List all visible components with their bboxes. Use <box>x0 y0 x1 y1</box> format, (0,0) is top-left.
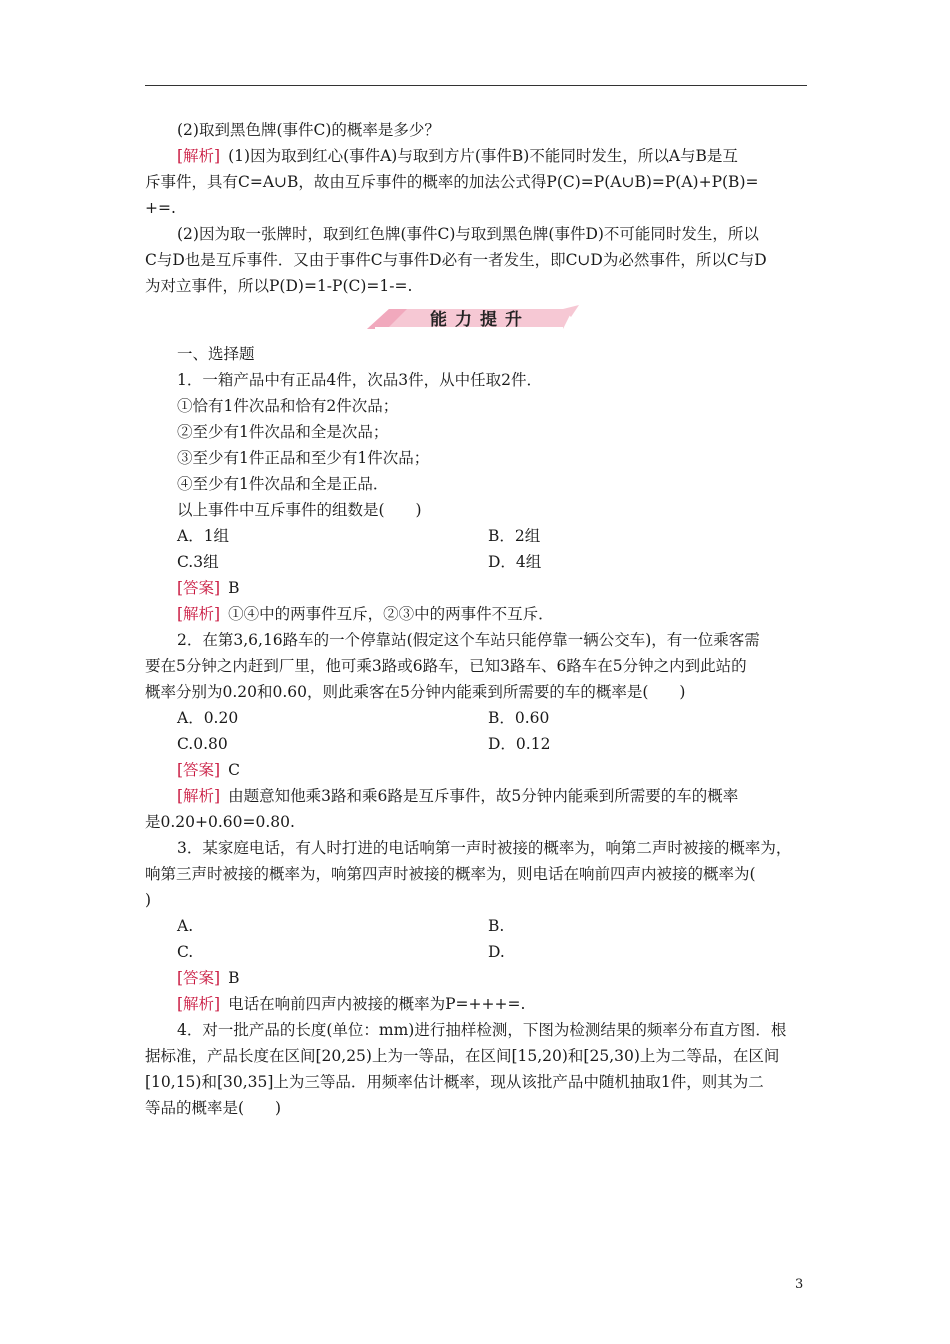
q1-condition-3: ③至少有1件正品和至少有1件次品； <box>177 449 430 467</box>
q4-stem: 等品的概率是( ) <box>145 1099 282 1117</box>
solution-text: 由题意知他乘3路和乘6路是互斥事件，故5分钟内能乘到所需要的车的概率 <box>228 787 739 805</box>
q1-option-d: D．4组 <box>488 553 542 571</box>
answer-tag: [答案] <box>177 969 221 987</box>
q2-stem: 要在5分钟之内赶到厂里，他可乘3路或6路车，已知3路车、6路车在5分钟之内到此站的 <box>145 657 747 675</box>
page-number: 3 <box>795 1277 804 1292</box>
solution-text: ①④中的两事件互斥，②③中的两事件不互斥． <box>228 605 554 623</box>
q3-stem: ) <box>145 891 152 909</box>
q2-options-row <box>145 705 807 731</box>
solution-tag: [解析] <box>177 605 221 623</box>
q2-option-b: B．0.60 <box>488 709 550 727</box>
q4-stem: [10,15)和[30,35]上为三等品．用频率估计概率，现从该批产品中随机抽取1件，则其为二 <box>145 1073 764 1091</box>
q2-solution-cont: 是0.20+0.60=0.80. <box>145 813 295 831</box>
prev-solution-line: C与D也是互斥事件．又由于事件C与事件D必有一者发生，即C∪D为必然事件，所以C与D <box>145 251 767 269</box>
solution-tag: [解析] <box>177 787 221 805</box>
prev-question-part2: (2)取到黑色牌(事件C)的概率是多少？ <box>177 121 440 139</box>
q3-option-d: D. <box>488 943 505 961</box>
q3-option-b: B. <box>488 917 505 935</box>
q3-solution <box>145 991 807 1017</box>
prev-solution-line: 斥事件，具有C=A∪B，故由互斥事件的概率的加法公式得P(C)=P(A∪B)=P(A)+P(B)= <box>145 173 759 191</box>
section-banner <box>145 299 807 335</box>
solution-tag: [解析] <box>177 995 221 1013</box>
prev-solution-line <box>145 143 807 169</box>
q1-option-b: B．2组 <box>488 527 541 545</box>
q1-options-row <box>145 549 807 575</box>
solution-tag: [解析] <box>177 147 221 165</box>
q1-solution <box>145 601 807 627</box>
q1-option-a: A．1组 <box>177 527 230 545</box>
q3-stem: 响第三声时被接的概率为，响第四声时被接的概率为，则电话在响前四声内被接的概率为( <box>145 865 756 883</box>
q2-option-d: D．0.12 <box>488 735 551 753</box>
banner-title: 能力提升 <box>430 310 530 330</box>
q1-condition-4: ④至少有1件次品和全是正品． <box>177 475 389 493</box>
header-rule <box>145 85 807 86</box>
q1-options-row <box>145 523 807 549</box>
solution-text: (1)因为取到红心(事件A)与取到方片(事件B)不能同时发生，所以A与B是互 <box>228 147 738 165</box>
q1-stem: 1．一箱产品中有正品4件，次品3件，从中任取2件． <box>177 371 542 389</box>
q1-condition-1: ①恰有1件次品和恰有2件次品； <box>177 397 399 415</box>
solution-text: 电话在响前四声内被接的概率为P=+++=. <box>228 995 526 1013</box>
answer-value: B <box>228 579 240 597</box>
prev-solution-line: +=. <box>145 199 176 217</box>
q4-stem: 据标准，产品长度在区间[20,25)上为一等品，在区间[15,20)和[25,30)上为二等品，在区间 <box>145 1047 780 1065</box>
q3-options-row <box>145 939 807 965</box>
q2-option-c: C.0.80 <box>177 735 228 753</box>
q2-answer <box>145 757 807 783</box>
prev-solution-line: 为对立事件，所以P(D)=1-P(C)=1-=. <box>145 277 413 295</box>
answer-value: B <box>228 969 240 987</box>
q2-options-row <box>145 731 807 757</box>
q3-answer <box>145 965 807 991</box>
q2-option-a: A．0.20 <box>177 709 239 727</box>
q3-option-a: A. <box>177 917 194 935</box>
q1-ask: 以上事件中互斥事件的组数是( ) <box>177 501 422 519</box>
page-content <box>145 117 807 1121</box>
q2-stem: 概率分别为0.20和0.60，则此乘客在5分钟内能乘到所需要的车的概率是( ) <box>145 683 686 701</box>
q3-option-c: C. <box>177 943 194 961</box>
q3-stem: 3．某家庭电话，有人时打进的电话响第一声时被接的概率为，响第二声时被接的概率为， <box>177 839 792 857</box>
q4-stem: 4．对一批产品的长度(单位：mm)进行抽样检测，下图为检测结果的频率分布直方图．根 <box>177 1021 787 1039</box>
section-heading: 一、选择题 <box>177 345 255 363</box>
answer-tag: [答案] <box>177 579 221 597</box>
q1-option-c: C.3组 <box>177 553 219 571</box>
answer-value: C <box>228 761 240 779</box>
q2-stem: 2．在第3,6,16路车的一个停靠站(假定这个车站只能停靠一辆公交车)，有一位乘客需 <box>177 631 760 649</box>
prev-solution-line: (2)因为取一张牌时，取到红色牌(事件C)与取到黑色牌(事件D)不可能同时发生，所以 <box>177 225 759 243</box>
q3-options-row <box>145 913 807 939</box>
q1-answer <box>145 575 807 601</box>
q1-condition-2: ②至少有1件次品和全是次品； <box>177 423 389 441</box>
q2-solution <box>145 783 807 809</box>
answer-tag: [答案] <box>177 761 221 779</box>
